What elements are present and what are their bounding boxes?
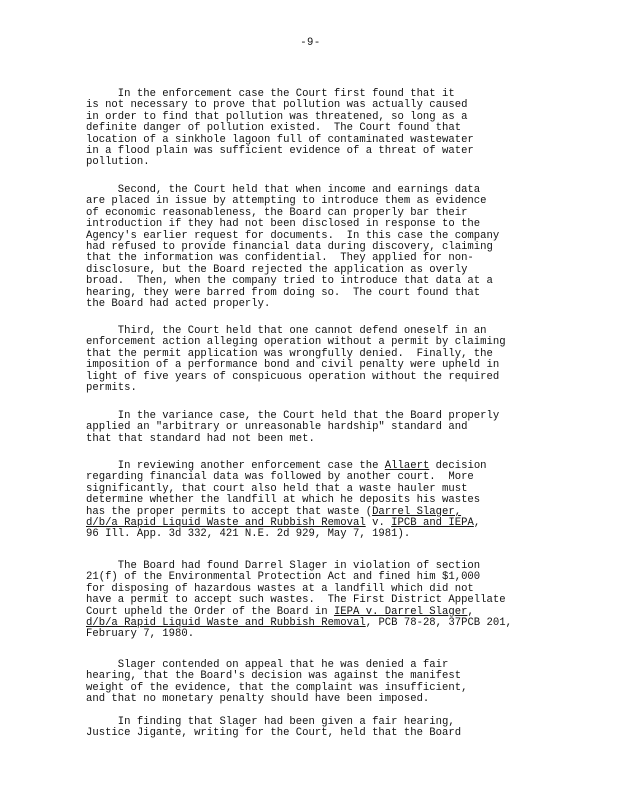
page-number: -9- bbox=[300, 37, 321, 49]
text-run: are placed in issue by attempting to introduce them as evidence bbox=[86, 195, 487, 208]
text-run: The Board had found Darrel Slager in violation of section bbox=[86, 560, 481, 572]
text-run: 21(f) of the Environmental Protection Act and fined him $1,000 bbox=[86, 571, 481, 584]
paragraph bbox=[86, 717, 556, 740]
underlined-citation: d/b/a Rapid Liquid Waste and Rubbish Removal bbox=[86, 517, 366, 530]
text-run: location of a sinkhole lagoon full of contaminated wastewater bbox=[86, 133, 474, 146]
text-run: that that standard had not been met. bbox=[86, 432, 315, 445]
text-run: imposition of a performance bond and civil penalty were upheld in bbox=[86, 359, 500, 372]
text-run: v. bbox=[365, 517, 392, 530]
text-run: applied an "arbitrary or unreasonable hardship" standard and bbox=[86, 421, 468, 434]
text-line bbox=[86, 694, 556, 705]
text-run: for disposing of hazardous wastes at a landfill which did not bbox=[86, 582, 474, 595]
text-run: had refused to provide financial data during discovery, claiming bbox=[86, 241, 493, 254]
text-run: and that no monetary penalty should have been imposed. bbox=[86, 693, 430, 706]
underlined-citation: IPCB and IEPA bbox=[391, 517, 474, 530]
paragraph bbox=[86, 89, 556, 169]
text-run: permits. bbox=[86, 382, 137, 395]
text-run: the Board had acted properly. bbox=[86, 298, 271, 311]
underlined-citation: Allaert bbox=[384, 460, 430, 472]
text-run: Justice Jigante, writing for the Court, held that the Board bbox=[86, 727, 462, 740]
text-run: determine whether the landfill at which he deposits his wastes bbox=[86, 494, 481, 507]
text-run: hearing, they were barred from doing so. The court found that bbox=[86, 286, 481, 299]
text-run: Court upheld the Order of the Board in bbox=[86, 605, 334, 618]
text-run: Slager contended on appeal that he was denied a fair bbox=[86, 659, 449, 671]
text-run: 96 Ill. App. 3d 332, 421 N.E. 2d 929, May 7, 1981). bbox=[86, 528, 411, 541]
text-run: enforcement action alleging operation without a permit by claiming bbox=[86, 336, 506, 349]
text-run: definite danger of pollution existed. The Court found that bbox=[86, 122, 462, 135]
text-run: In the variance case, the Court held that the Board properly bbox=[86, 410, 500, 422]
text-line bbox=[86, 728, 556, 739]
text-run: in a flood plain was sufficient evidence of a threat of water bbox=[86, 145, 474, 158]
text-run: of economic reasonableness, the Board can properly bar their bbox=[86, 206, 468, 219]
paragraph bbox=[86, 561, 556, 641]
text-run: significantly, that court also held that a waste hauler must bbox=[86, 482, 468, 495]
text-line bbox=[86, 383, 556, 394]
text-run: Agency's earlier request for documents. In this case the company bbox=[86, 229, 500, 242]
text-run: , PCB 78-28, 37PCB 201, bbox=[365, 617, 512, 630]
text-run: decision bbox=[429, 460, 487, 472]
text-run: that the information was confidential. They applied for non- bbox=[86, 252, 474, 265]
underlined-citation: IEPA v. Darrel Slager bbox=[333, 605, 468, 618]
text-run: , bbox=[473, 517, 481, 530]
text-run: pollution. bbox=[86, 156, 150, 169]
paragraph bbox=[86, 411, 556, 445]
text-line bbox=[86, 372, 556, 383]
text-run: , bbox=[467, 605, 474, 618]
text-run: that the permit application was wrongfully denied. Finally, the bbox=[86, 347, 493, 360]
text-run: regarding financial data was followed by another court. More bbox=[86, 471, 474, 484]
text-run: In finding that Slager had been given a fair hearing, bbox=[86, 716, 455, 728]
text-run: February 7, 1980. bbox=[86, 628, 195, 641]
text-run: in order to find that pollution was threatened, so long as a bbox=[86, 110, 468, 123]
text-line bbox=[86, 629, 556, 640]
text-run: weight of the evidence, that the complaint was insufficient, bbox=[86, 681, 468, 694]
text-run: has the proper permits to accept that waste ( bbox=[86, 505, 373, 518]
text-line bbox=[86, 529, 556, 540]
text-line bbox=[86, 434, 556, 445]
underlined-citation: Darrel Slager, bbox=[372, 505, 462, 518]
underlined-citation: d/b/a Rapid Liquid Waste and Rubbish Removal bbox=[86, 617, 366, 630]
text-line bbox=[86, 146, 556, 157]
paragraph bbox=[86, 185, 556, 310]
text-run: hearing, that the Board's decision was against the manifest bbox=[86, 670, 462, 683]
paragraph bbox=[86, 461, 556, 541]
text-run: disclosure, but the Board rejected the application as overly bbox=[86, 263, 468, 276]
text-line bbox=[86, 299, 556, 310]
text-run: is not necessary to prove that pollution was actually caused bbox=[86, 99, 468, 112]
text-run: broad. Then, when the company tried to introduce that data at a bbox=[86, 275, 493, 288]
text-run: light of five years of conspicuous operation without the required bbox=[86, 370, 500, 383]
paragraph bbox=[86, 660, 556, 706]
text-run: Second, the Court held that when income and earnings data bbox=[86, 184, 481, 196]
text-run: introduction if they had not been disclosed in response to the bbox=[86, 218, 481, 231]
text-run: Third, the Court held that one cannot defend oneself in an bbox=[86, 325, 487, 337]
text-run: have a permit to accept such wastes. The First District Appellate bbox=[86, 594, 506, 607]
paragraph bbox=[86, 326, 556, 394]
text-line bbox=[86, 157, 556, 168]
text-run: In the enforcement case the Court first found that it bbox=[86, 88, 455, 100]
text-run: In reviewing another enforcement case the bbox=[86, 460, 385, 472]
